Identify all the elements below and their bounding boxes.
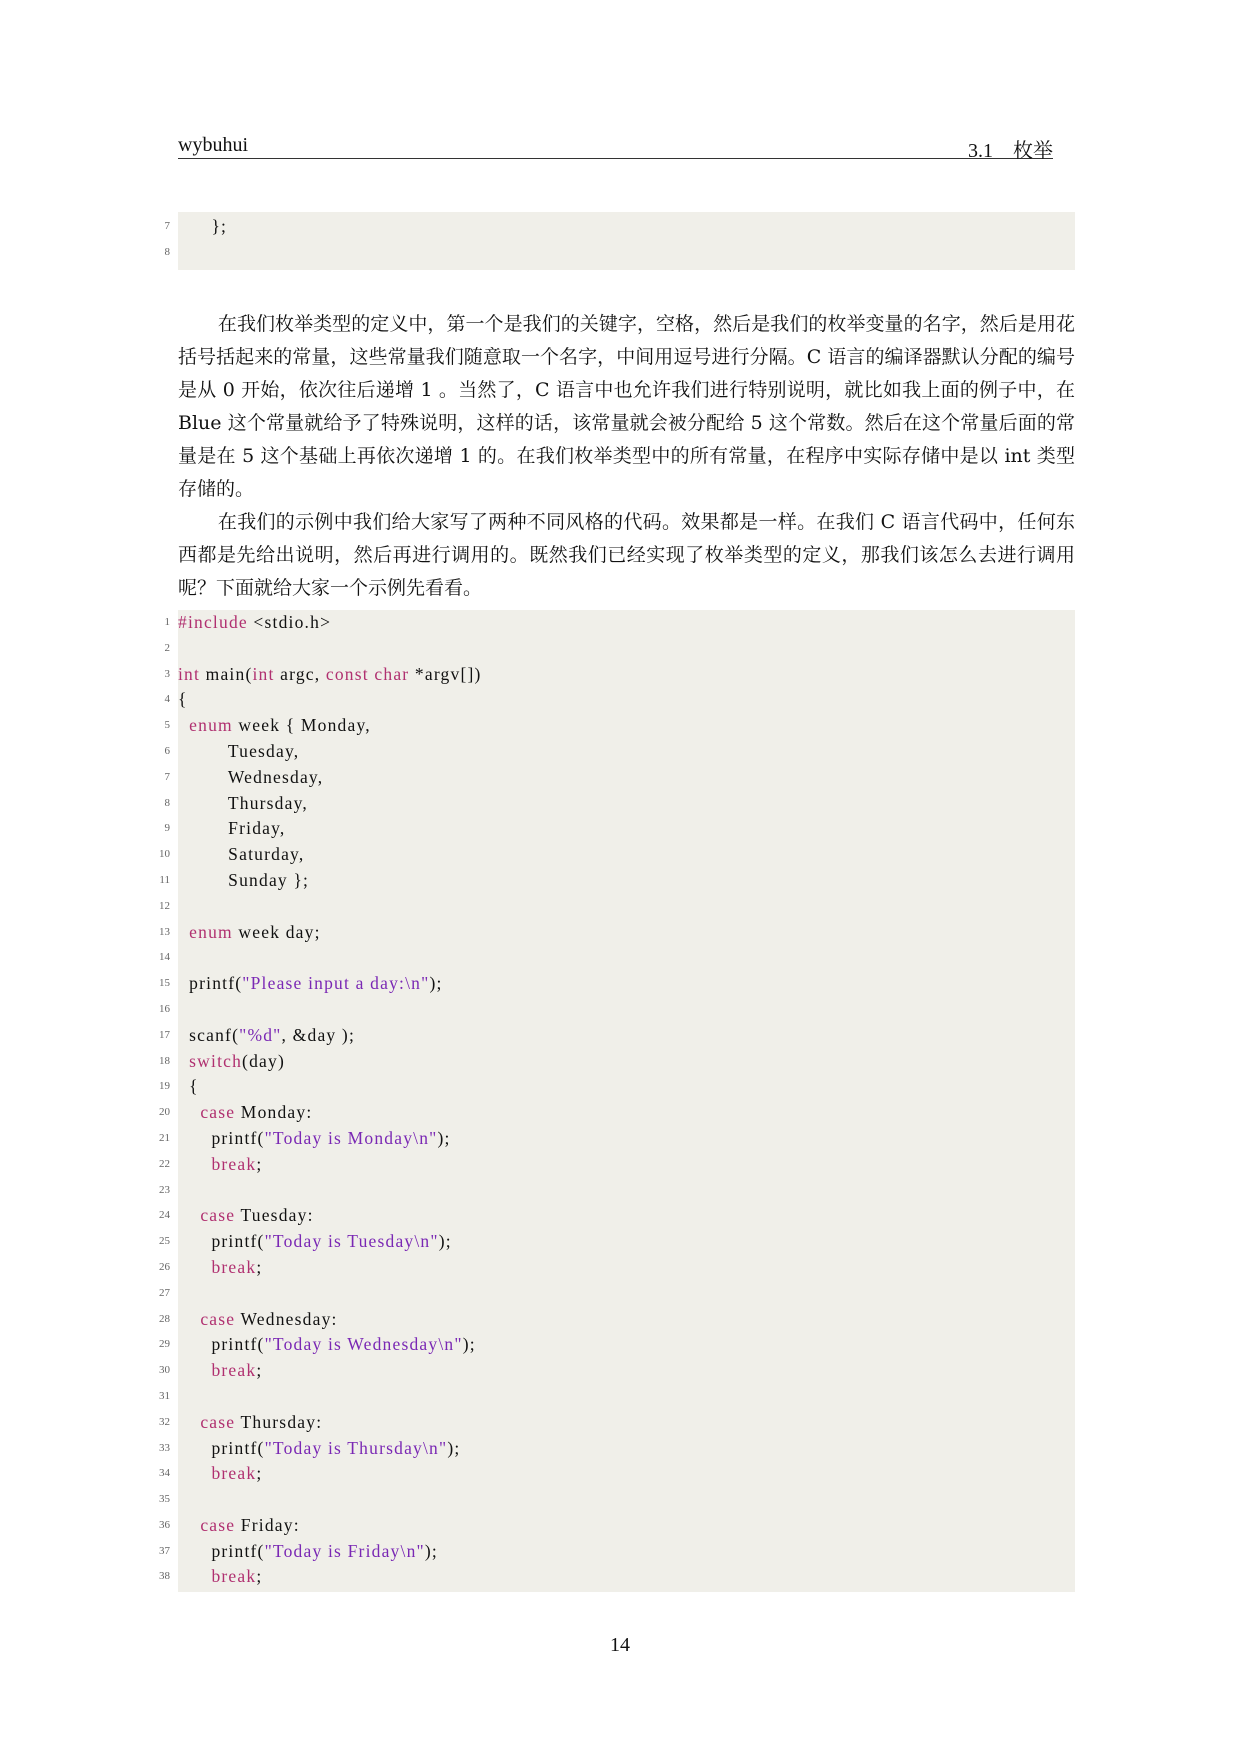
code-keyword: const [325, 663, 369, 684]
code-text [178, 1229, 452, 1255]
code-text [178, 1539, 438, 1565]
line-number: 8 [164, 245, 170, 258]
line-number: 4 [164, 693, 170, 706]
code-token: Wednesday: [235, 1308, 338, 1329]
code-token: { [178, 689, 188, 710]
code-token: Monday: [235, 1102, 313, 1123]
line-number: 15 [159, 977, 170, 990]
code-line [164, 214, 1075, 240]
code-token: scanf( [178, 1024, 240, 1045]
code-line [159, 997, 1075, 1023]
code-token: printf( [178, 1540, 265, 1561]
code-token [178, 1515, 200, 1535]
line-number: 27 [159, 1286, 170, 1299]
code-text [178, 1436, 460, 1462]
code-token [178, 1257, 211, 1277]
code-token: printf( [178, 1437, 265, 1458]
code-keyword: enum [189, 921, 233, 942]
code-line [159, 1513, 1075, 1539]
code-text [178, 1461, 262, 1487]
line-number: 36 [159, 1518, 170, 1531]
code-token [178, 1463, 211, 1483]
line-number: 17 [159, 1028, 170, 1041]
line-number: 21 [159, 1131, 170, 1144]
code-text [178, 687, 188, 713]
code-text [178, 1255, 262, 1281]
code-line [164, 687, 1075, 713]
code-token [178, 1360, 211, 1380]
code-token: main( [200, 663, 253, 684]
code-line [159, 1564, 1075, 1590]
line-number: 25 [159, 1235, 170, 1248]
code-line [159, 1100, 1075, 1126]
code-line [159, 1436, 1075, 1462]
code-keyword: case [200, 1102, 236, 1123]
code-text [178, 1074, 199, 1100]
code-keyword: #include [178, 612, 248, 632]
code-line [159, 1539, 1075, 1565]
code-token: Sunday }; [178, 869, 310, 890]
code-text [178, 1307, 338, 1333]
line-number: 30 [159, 1364, 170, 1377]
code-token: Friday: [235, 1514, 300, 1535]
code-text [178, 791, 308, 817]
code-text [178, 1049, 285, 1075]
code-text [178, 1564, 262, 1590]
code-text [178, 739, 299, 765]
code-line [159, 842, 1075, 868]
code-keyword: break [211, 1463, 257, 1484]
code-line [164, 662, 1075, 688]
line-number: 29 [159, 1338, 170, 1351]
code-line [159, 1461, 1075, 1487]
code-string: "%d" [239, 1024, 282, 1045]
code-text [178, 1152, 262, 1178]
code-token [178, 922, 189, 942]
line-number: 22 [159, 1157, 170, 1170]
code-token: Tuesday, [178, 740, 300, 761]
line-number: 35 [159, 1493, 170, 1506]
code-line [159, 1178, 1075, 1204]
code-token: printf( [178, 1334, 265, 1355]
line-number: 8 [164, 796, 170, 809]
code-token: ); [429, 973, 443, 994]
code-keyword: int [252, 663, 275, 684]
line-number: 5 [164, 719, 170, 732]
code-token: printf( [178, 973, 243, 994]
line-number: 7 [164, 220, 170, 232]
code-line [164, 713, 1075, 739]
line-number: 24 [159, 1209, 170, 1222]
code-token: ; [256, 1360, 263, 1381]
code-token [178, 1102, 200, 1122]
code-keyword: int [178, 663, 201, 684]
header-section: 3.1 枚举 [968, 140, 1053, 162]
line-number: 1 [164, 616, 170, 628]
paragraph: 在我们枚举类型的定义中，第一个是我们的关键字，空格，然后是我们的枚举变量的名字，然后是用花括号括起来的常量，这些常量我们随意取一个名字，中间用逗号进行分隔。C 语言的编译器默认分配的编号是从 0 开始，依次往后递增 1 。当然了，C 语言中也允许我们进行特别说明，就比如我上面的例子中，在 Blue 这个常量就给予了特殊说明，这样的话，该常量就会被分配给 5 这个常数。然后在这个常量后面的常量是在 5 这个基础上再依次递增 1 的。在我们枚举类型中的所有常量，在程序中实际存储中是以 int 类型存储的。 [178, 313, 1075, 500]
code-token: }; [178, 216, 228, 236]
code-line [159, 1255, 1075, 1281]
line-number: 33 [159, 1441, 170, 1454]
code-token: argc, [274, 663, 326, 684]
code-keyword: enum [189, 715, 233, 736]
code-token [178, 1309, 200, 1329]
code-token: , &day ); [281, 1024, 356, 1045]
code-text [178, 1023, 355, 1049]
line-number: 11 [159, 873, 170, 886]
line-number: 32 [159, 1415, 170, 1428]
code-text [178, 971, 443, 997]
code-line [164, 791, 1075, 817]
line-number: 28 [159, 1312, 170, 1325]
code-text [178, 1203, 314, 1229]
line-number: 23 [159, 1183, 170, 1196]
line-number: 31 [159, 1389, 170, 1402]
code-text [178, 713, 371, 739]
code-token: Wednesday, [178, 766, 324, 787]
code-token [178, 715, 189, 735]
code-keyword: char [374, 663, 410, 684]
code-line [159, 1410, 1075, 1436]
code-token [178, 1566, 211, 1586]
code-line [159, 1229, 1075, 1255]
code-line [164, 739, 1075, 765]
code-keyword: break [211, 1256, 257, 1277]
code-token: ; [256, 1153, 263, 1174]
line-number: 38 [159, 1570, 170, 1583]
code-token [178, 1412, 200, 1432]
code-keyword: break [211, 1566, 257, 1587]
code-string: "Please input a day:\n" [242, 973, 430, 994]
code-line [159, 1332, 1075, 1358]
line-number: 3 [164, 667, 170, 680]
code-text [178, 1100, 312, 1126]
code-line [159, 1307, 1075, 1333]
code-token: (day) [242, 1050, 285, 1071]
code-token: ); [424, 1540, 438, 1561]
code-line [159, 1384, 1075, 1410]
code-keyword: case [200, 1308, 236, 1329]
code-line [164, 636, 1075, 662]
code-token: { [178, 1076, 199, 1097]
code-string: "Today is Monday\n" [264, 1127, 438, 1148]
line-number: 10 [159, 848, 170, 861]
code-line [164, 765, 1075, 791]
code-token: Friday, [178, 818, 286, 839]
code-block-main [159, 610, 1075, 1592]
code-line [159, 894, 1075, 920]
line-number: 16 [159, 1002, 170, 1015]
line-number: 18 [159, 1054, 170, 1067]
code-line [164, 610, 1075, 636]
code-line [159, 1281, 1075, 1307]
line-number: 2 [164, 641, 170, 654]
code-token [178, 1205, 200, 1225]
code-string: "Today is Wednesday\n" [264, 1334, 463, 1355]
code-keyword: switch [189, 1050, 243, 1071]
line-number: 6 [164, 744, 170, 757]
code-text [178, 662, 482, 688]
code-text [178, 1513, 300, 1539]
code-line [164, 240, 1075, 266]
code-token: Thursday, [178, 792, 308, 813]
code-keyword: case [200, 1205, 236, 1226]
line-number: 13 [159, 925, 170, 938]
code-token [178, 1051, 189, 1071]
code-text [178, 1358, 262, 1384]
code-text [178, 1126, 451, 1152]
code-string: "Today is Tuesday\n" [264, 1231, 439, 1252]
code-line [159, 868, 1075, 894]
code-token [178, 1154, 211, 1174]
line-number: 20 [159, 1106, 170, 1119]
code-token: ); [438, 1231, 452, 1252]
code-token: printf( [178, 1231, 265, 1252]
code-text [178, 816, 286, 842]
code-token: ); [462, 1334, 476, 1355]
code-token: ; [256, 1566, 263, 1587]
code-text [178, 868, 309, 894]
code-token: week { Monday, [232, 715, 371, 736]
code-line [159, 1203, 1075, 1229]
code-line [159, 1049, 1075, 1075]
code-token: ; [256, 1256, 263, 1277]
code-line [159, 1358, 1075, 1384]
code-text [178, 1410, 322, 1436]
code-text [178, 765, 323, 791]
line-number: 12 [159, 899, 170, 912]
code-token: ; [256, 1463, 263, 1484]
running-header [178, 132, 1053, 162]
code-token: printf( [178, 1127, 265, 1148]
code-line [164, 816, 1075, 842]
code-token: *argv[]) [409, 663, 482, 684]
line-number: 26 [159, 1260, 170, 1273]
code-token: Thursday: [235, 1411, 323, 1432]
code-keyword: break [211, 1360, 257, 1381]
header-author: wybuhui [178, 134, 248, 156]
code-line [159, 1487, 1075, 1513]
code-string: "Today is Friday\n" [264, 1540, 425, 1561]
paragraph: 在我们的示例中我们给大家写了两种不同风格的代码。效果都是一样。在我们 C 语言代码中，任何东西都是先给出说明，然后再进行调用的。既然我们已经实现了枚举类型的定义，那我们该怎么去进行调用呢？下面就给大家一个示例先看看。 [178, 511, 1075, 599]
code-keyword: break [211, 1153, 257, 1174]
code-keyword: case [200, 1411, 236, 1432]
code-token: Tuesday: [235, 1205, 314, 1226]
line-number: 7 [164, 770, 170, 783]
code-token: ); [447, 1437, 461, 1458]
code-block-top [164, 212, 1075, 270]
line-number: 19 [159, 1080, 170, 1093]
page-number: 14 [610, 1634, 630, 1656]
code-line [159, 1023, 1075, 1049]
code-text [178, 1332, 476, 1358]
code-line [159, 945, 1075, 971]
code-text [178, 842, 304, 868]
code-line [159, 1074, 1075, 1100]
line-number: 37 [159, 1544, 170, 1557]
code-line [159, 1126, 1075, 1152]
code-line [159, 971, 1075, 997]
body-text [178, 308, 1075, 605]
code-text [178, 920, 321, 946]
code-line [159, 920, 1075, 946]
code-token: <stdio.h> [247, 612, 332, 632]
line-number: 9 [164, 822, 170, 835]
code-token: ); [437, 1127, 451, 1148]
code-keyword: case [200, 1514, 236, 1535]
line-number: 14 [159, 951, 170, 964]
code-token: Saturday, [178, 844, 305, 865]
code-string: "Today is Thursday\n" [264, 1437, 448, 1458]
code-text [178, 610, 331, 636]
code-token: week day; [232, 921, 321, 942]
code-text [178, 214, 227, 240]
line-number: 34 [159, 1467, 170, 1480]
code-line [159, 1152, 1075, 1178]
